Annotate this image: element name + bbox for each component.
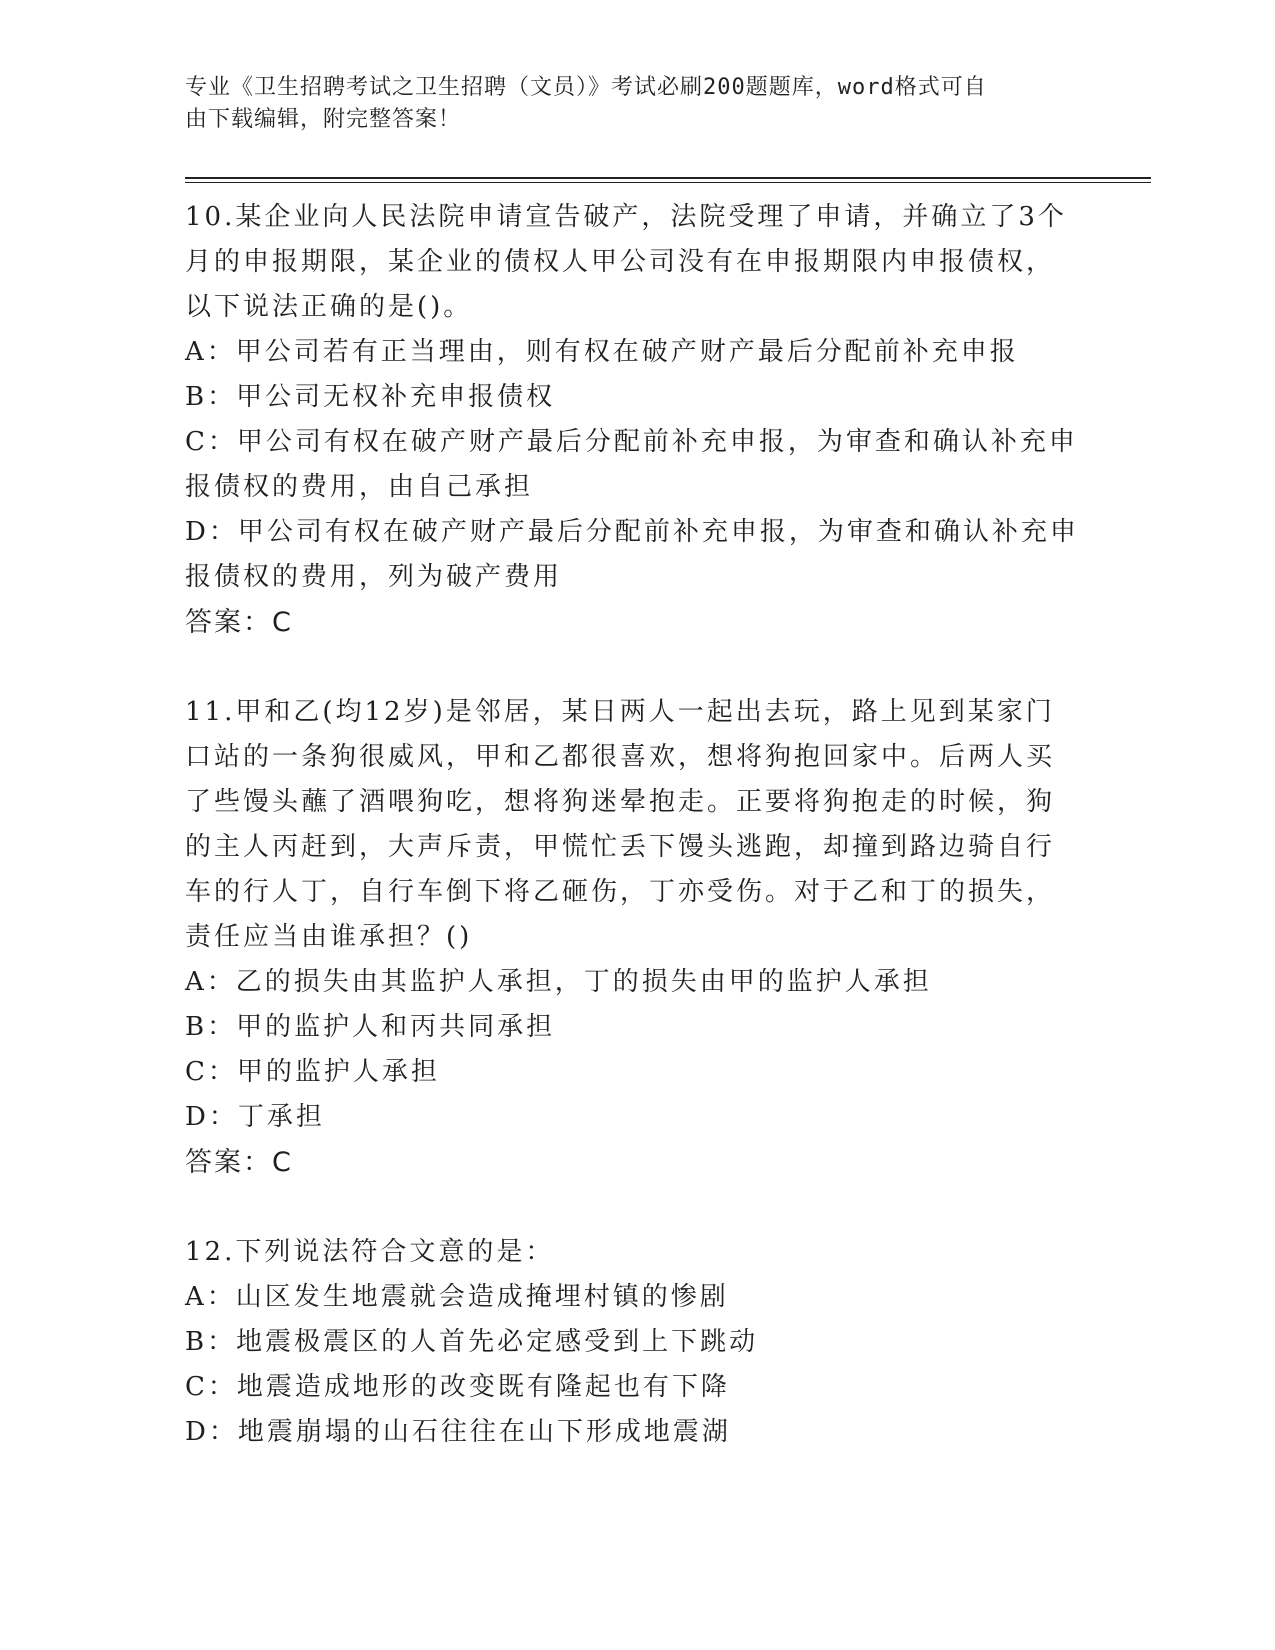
option-b: B：甲公司无权补充申报债权 bbox=[185, 382, 556, 412]
question-stem-line: 责任应当由谁承担？() bbox=[185, 922, 473, 952]
question-stem-line: 月的申报期限，某企业的债权人甲公司没有在申报期限内申报债权， bbox=[185, 247, 1056, 277]
option-c: C：甲公司有权在破产财产最后分配前补充申报，为审查和确认补充申 bbox=[185, 427, 1078, 457]
option-a: A：乙的损失由其监护人承担，丁的损失由甲的监护人承担 bbox=[185, 967, 932, 997]
option-c-continued: 报债权的费用，由自己承担 bbox=[185, 472, 534, 502]
question-spacer bbox=[185, 645, 1085, 690]
option-b: B：地震极震区的人首先必定感受到上下跳动 bbox=[185, 1327, 759, 1357]
question-stem-line: 10.某企业向人民法院申请宣告破产，法院受理了申请，并确立了3个 bbox=[185, 202, 1067, 232]
question-stem-line: 的主人丙赶到，大声斥责，甲慌忙丢下馒头逃跑，却撞到路边骑自行 bbox=[185, 832, 1056, 862]
question-12 bbox=[185, 1230, 1085, 1455]
header-rule-thin bbox=[185, 182, 1151, 183]
question-11 bbox=[185, 690, 1085, 1185]
question-stem-line: 以下说法正确的是()。 bbox=[185, 292, 473, 322]
option-a: A：甲公司若有正当理由，则有权在破产财产最后分配前补充申报 bbox=[185, 337, 1019, 367]
question-stem-line: 11.甲和乙(均12岁)是邻居，某日两人一起出去玩，路上见到某家门 bbox=[185, 697, 1055, 727]
option-c: C：地震造成地形的改变既有隆起也有下降 bbox=[185, 1372, 730, 1402]
option-a: A：山区发生地震就会造成掩埋村镇的惨剧 bbox=[185, 1282, 729, 1312]
option-d: D：甲公司有权在破产财产最后分配前补充申报，为审查和确认补充申 bbox=[185, 517, 1079, 547]
option-d-continued: 报债权的费用，列为破产费用 bbox=[185, 562, 563, 592]
header-line-1: 专业《卫生招聘考试之卫生招聘（文员）》考试必刷200题题库，word格式可自 bbox=[185, 75, 987, 100]
question-stem-line: 了些馒头蘸了酒喂狗吃，想将狗迷晕抱走。正要将狗抱走的时候，狗 bbox=[185, 787, 1056, 817]
header-line-2: 由下载编辑，附完整答案！ bbox=[185, 107, 462, 132]
document-header bbox=[185, 72, 1065, 136]
question-stem-line: 口站的一条狗很威风，甲和乙都很喜欢，想将狗抱回家中。后两人买 bbox=[185, 742, 1056, 772]
answer: 答案：C bbox=[185, 1147, 293, 1178]
question-stem-line: 12.下列说法符合文意的是： bbox=[185, 1237, 555, 1267]
question-spacer bbox=[185, 1185, 1085, 1230]
question-stem-line: 车的行人丁，自行车倒下将乙砸伤，丁亦受伤。对于乙和丁的损失， bbox=[185, 877, 1056, 907]
option-d: D：地震崩塌的山石往往在山下形成地震湖 bbox=[185, 1417, 731, 1447]
answer: 答案：C bbox=[185, 607, 293, 638]
option-d: D：丁承担 bbox=[185, 1102, 325, 1132]
option-b: B：甲的监护人和丙共同承担 bbox=[185, 1012, 556, 1042]
option-c: C：甲的监护人承担 bbox=[185, 1057, 440, 1087]
question-10 bbox=[185, 195, 1085, 645]
header-rule-thick bbox=[185, 177, 1151, 179]
question-list bbox=[185, 195, 1085, 1455]
